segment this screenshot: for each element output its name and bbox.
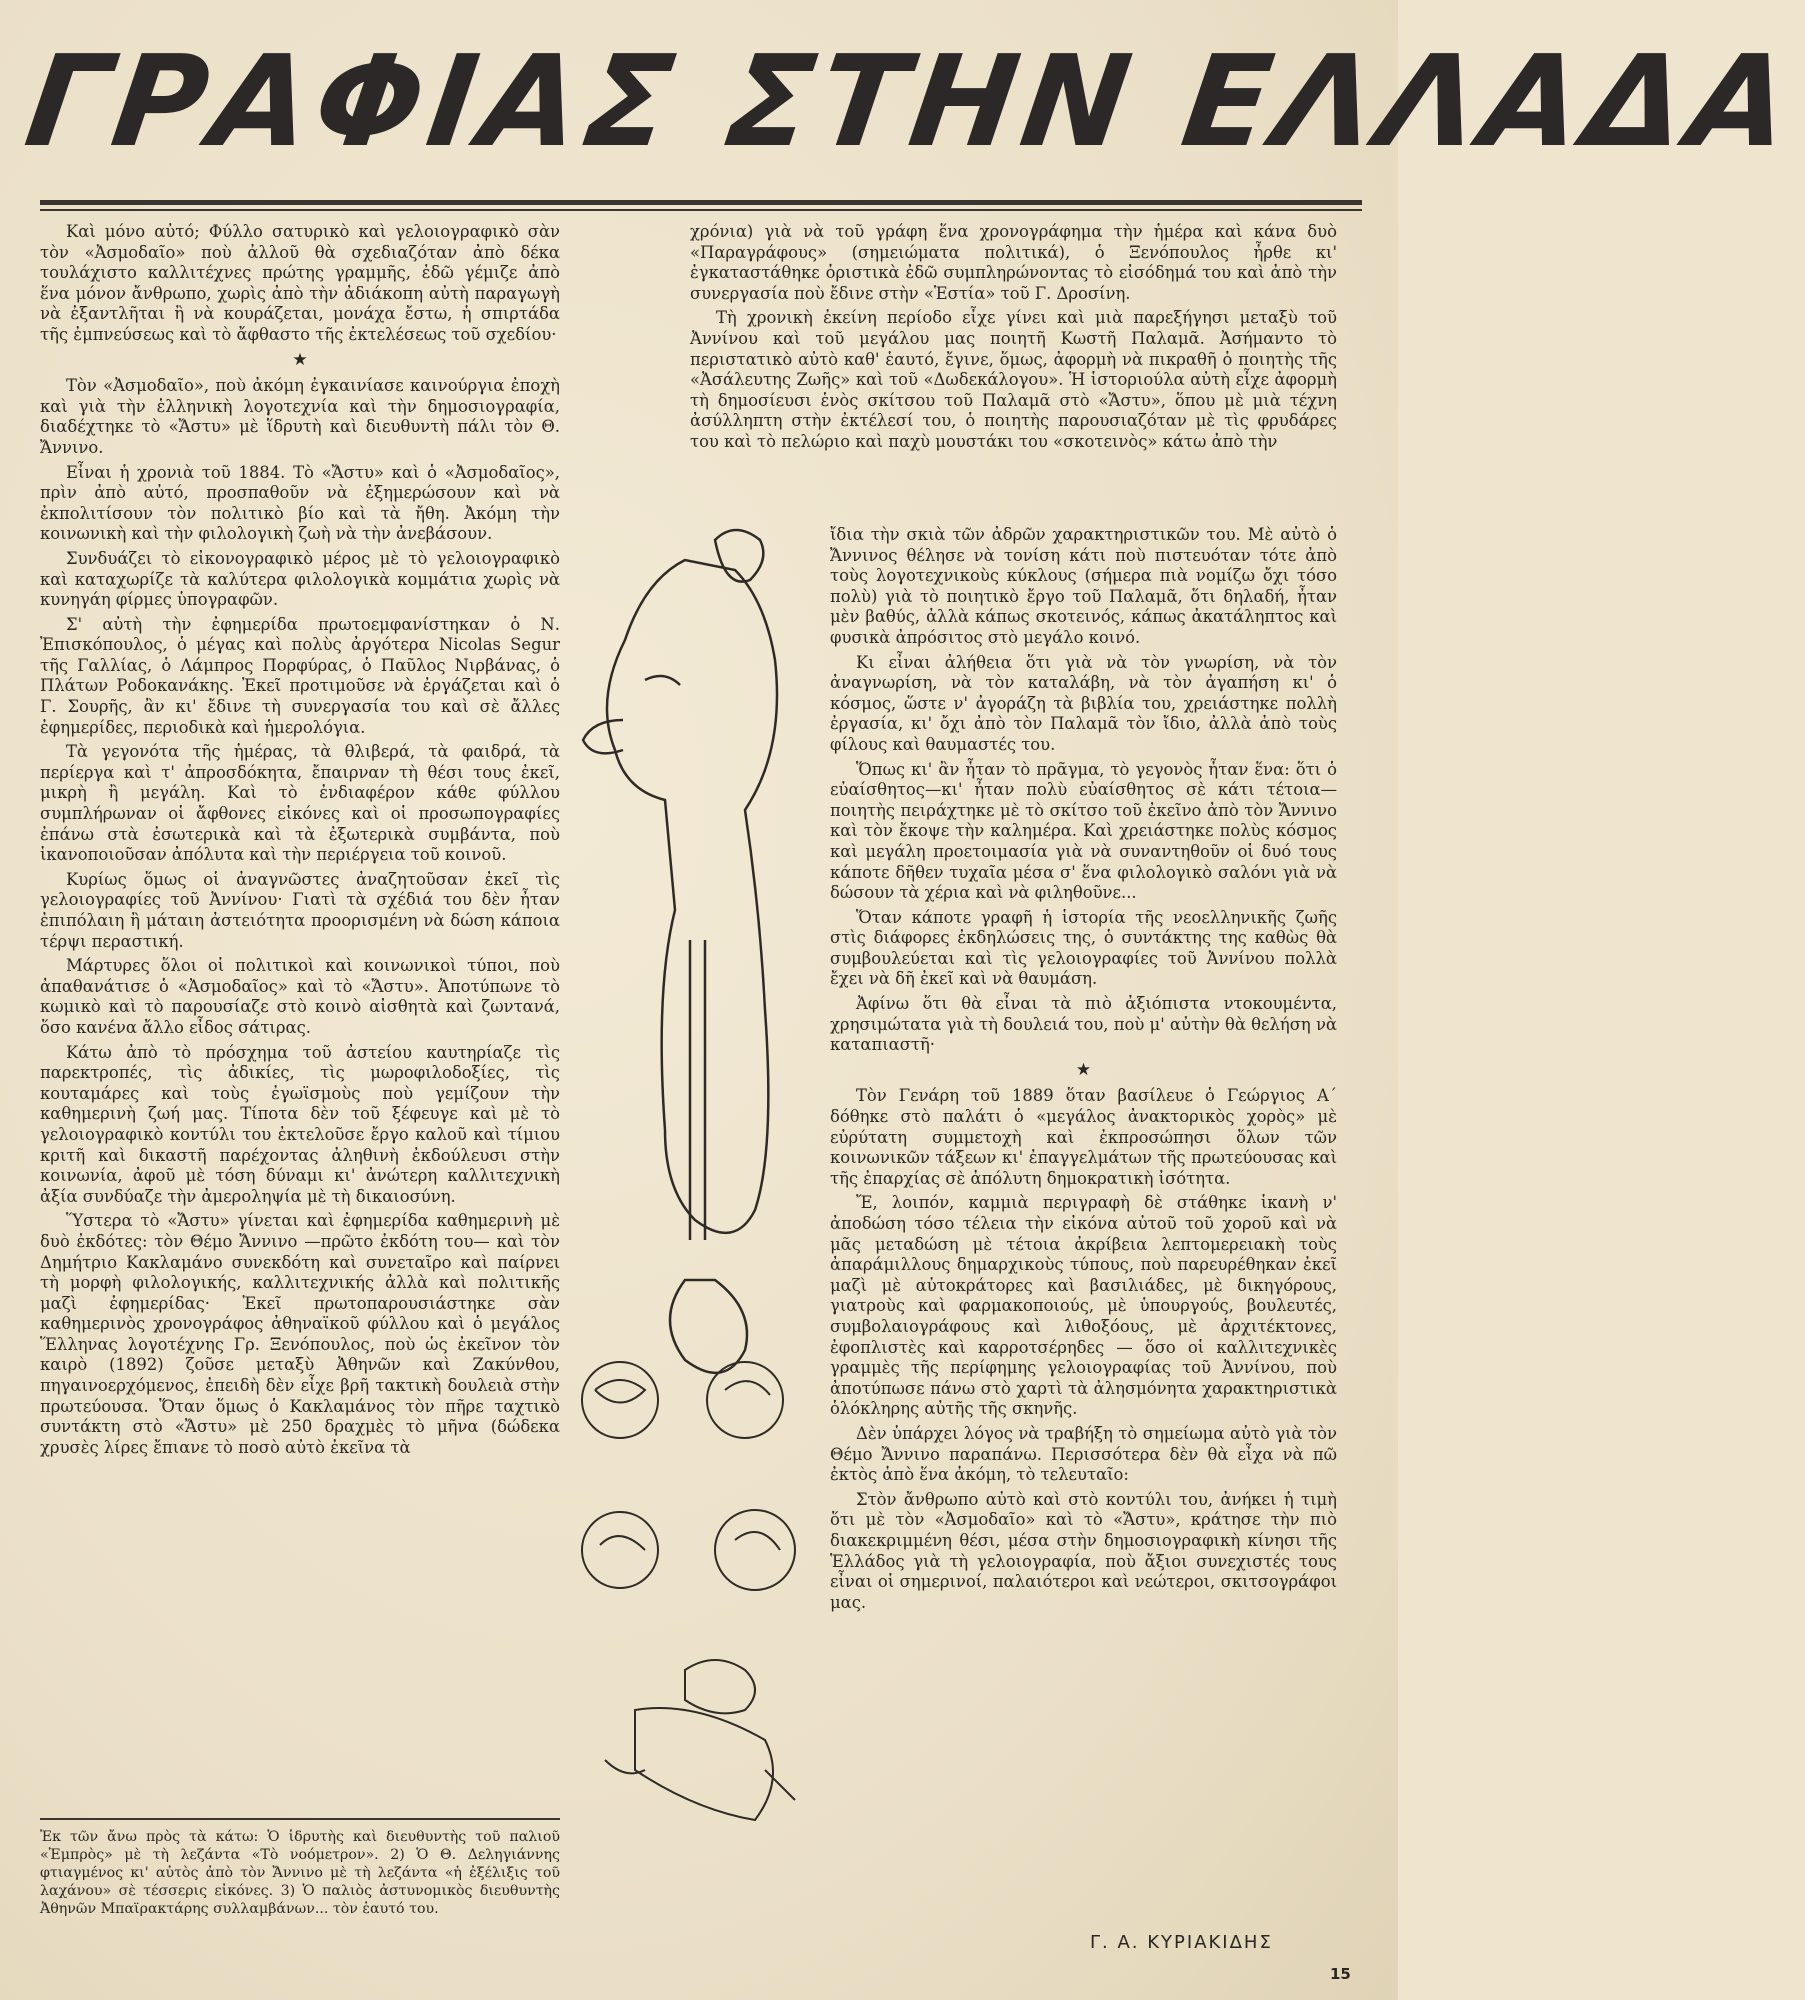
paragraph: χρόνια) γιὰ νὰ τοῦ γράφη ἕνα χρονογράφημα τὴν ἡμέρα καὶ κάνα δυὸ «Παραγράφους» (σημειώματα πολιτικά), ὁ Ξενόπουλος ἦρθε κι' ἐγκαταστάθηκε ὁριστικὰ ἐδῶ συμπληρώνοντας τὸ εἰσόδημά του καὶ ἀπὸ τὴν συνεργασία ποὺ ἔδινε στὴν «Ἑστία» τοῦ Γ. Δροσίνη. <box>690 222 1337 303</box>
paragraph: Ὅπως κι' ἂν ἦταν τὸ πρᾶγμα, τὸ γεγονὸς ἦταν ἕνα: ὅτι ὁ εὐαίσθητος—κι' ἦταν πολὺ εὐαίσθητος σὲ κάτι τέτοια—ποιητὴς πειράχτηκε μὲ τὸ σκίτσο τοῦ ἐκεῖνο ἀπὸ τὸν Ἄννινο καὶ τὸν ἔκοψε τὴν καλημέρα. Καὶ χρειάστηκε πολὺς κόσμος καὶ μεγάλη προετοιμασία γιὰ νὰ συναντηθοῦν οἱ δυό τους κάποτε δῆθεν τυχαῖα μέσα σ' ἕνα φιλολογικὸ σαλόνι γιὰ νὰ δώσουν τὰ χέρια καὶ νὰ φιληθοῦνε... <box>830 759 1337 903</box>
right-column-main <box>830 525 1337 1617</box>
paragraph: Καὶ μόνο αὐτό; Φύλλο σατυρικὸ καὶ γελοιογραφικὸ σὰν τὸν «Ἀσμοδαῖο» ποὺ ἀλλοῦ θὰ σχεδιαζόταν ἀπὸ δέκα τουλάχιστο καλλιτέχνες πρώτης γραμμῆς, ἐδῶ γέμιζε ἀπὸ ἕνα μόνον ἄνθρωπο, χωρὶς ἀπὸ τὴν ἀδιάκοπη αὐτὴ παραγωγὴ νὰ ἐξαντλῆται ἢ νὰ κουράζεται, μονάχα ἔστω, ἡ σπιρτάδα τῆς ἐμπνεύσεως καὶ τὸ ἄφθαστο τῆς ἐκτελέσεως τοῦ σχεδίου· <box>40 222 560 344</box>
separator-star: ★ <box>1075 1059 1092 1080</box>
right-column-top <box>690 222 1337 457</box>
paragraph: Σ' αὐτὴ τὴν ἐφημερίδα πρωτοεμφανίστηκαν ὁ Ν. Ἐπισκόπουλος, ὁ μέγας καὶ πολὺς ἀργότερα Nicolas Segur τῆς Γαλλίας, ὁ Λάμπρος Πορφύρας, ὁ Παῦλος Νιρβάνας, ὁ Πλάτων Ροδοκανάκης. Ἐκεῖ προτιμοῦσε νὰ ἐργάζεται καὶ ὁ Γ. Σουρῆς, ἂν κι' ἔδινε τὴ συνεργασία του καὶ σὲ ἄλλες ἐφημερίδες, περιοδικὰ καὶ ἡμερολόγια. <box>40 614 560 737</box>
headline-rule-thick <box>40 200 1362 205</box>
page-headline: ΓΡΑΦΙΑΣ ΣΤΗΝ ΕΛΛΑΔΑ <box>17 28 1805 175</box>
paragraph: ἴδια τὴν σκιὰ τῶν ἀδρῶν χαρακτηριστικῶν του. Μὲ αὐτὸ ὁ Ἄννινος θέλησε νὰ τονίση κάτι ποὺ πιστευόταν τότε ἀπὸ τοὺς λογοτεχνικοὺς κύκλους (σήμερα πιὰ νομίζω ὄχι τόσο πολὺ) γιὰ τὸ ποιητικὸ ἔργο τοῦ Παλαμᾶ, ὅτι δηλαδή, ἦταν μὲν βαθύς, ἀλλὰ κάπως σκοτεινός, κάπως ἀκατάληπτος καὶ φυσικὰ ἀπρόσιτος στὸ μεγάλο κοινό. <box>830 525 1337 647</box>
paragraph: Κάτω ἀπὸ τὸ πρόσχημα τοῦ ἀστείου καυτηρίαζε τὶς παρεκτροπές, τὶς ἀδικίες, τὶς μωροφιλοδοξίες, τὶς κουταμάρες καὶ τοὺς ἐγωϊσμοὺς ποὺ γεμίζουν τὴν καθημερινὴ ζωή μας. Τίποτα δὲν τοῦ ξέφευγε καὶ μὲ τὸ γελοιογραφικὸ κοντύλι του ἐκτελοῦσε ἔργο καλοῦ καὶ τίμιου κριτῆ καὶ δικαστῆ παρέχοντας ἀληθινὴ ἐκδούλευσι στὴν κοινωνία, ἀφοῦ μὲ τόση δύναμι κι' ἀνώτερη καλλιτεχνικὴ ἀξία συνδύαζε τὴν ἀμεροληψία μὲ τὴ δικαιοσύνη. <box>40 1042 560 1206</box>
paragraph: Στὸν ἄνθρωπο αὐτὸ καὶ στὸ κοντύλι του, ἀνήκει ἡ τιμὴ ὅτι μὲ τὸν «Ἀσμοδαῖο» καὶ τὸ «Ἄστυ», κράτησε τὴν πιὸ διακεκριμμένη θέσι, μέσα στὴν δημοσιογραφικὴ κίνησι τῆς Ἑλλάδος γιὰ τὴ γελοιογραφία, ποὺ ἄξιοι συνεχιστές τους εἶναι οἱ σημερινοί, παλαιότεροι καὶ νεώτεροι, σκιτσογράφοι μας. <box>830 1489 1337 1612</box>
separator-star: ★ <box>292 349 308 370</box>
cabbage-sketches <box>582 1362 795 1590</box>
paragraph: Ἀφίνω ὅτι θὰ εἶναι τὰ πιὸ ἀξιόπιστα ντοκουμέντα, χρησιμώτατα γιὰ τὴ δουλειά του, ποὺ μ' αὐτὴν θὰ θελήση νὰ καταπιαστῆ· <box>830 994 1337 1055</box>
paragraph: Κι εἶναι ἀλήθεια ὅτι γιὰ νὰ τὸν γνωρίση, νὰ τὸν ἀναγνωρίση, νὰ τὸν καταλάβη, νὰ τὸν ἀγαπήση κι' ὁ κόσμος, ὥστε ν' ἀγοράζη τὰ βιβλία του, χρειάστηκε πολλὴ ἐργασία, κι' ὄχι ἀπὸ τὸν Παλαμᾶ τὸν ἴδιο, ἀλλὰ ἀπὸ τοὺς φίλους καὶ θαυμαστές του. <box>830 652 1337 754</box>
illustration-caption: Ἐκ τῶν ἄνω πρὸς τὰ κάτω: Ὁ ἱδρυτὴς καὶ διευθυντὴς τοῦ παλιοῦ «Ἐμπρὸς» μὲ τὴ λεζάντα «Τὸ νοόμετρον». 2) Ὁ Θ. Δεληγιάννης φτιαγμένος κι' αὐτὸς ἀπὸ τὸν Ἄννινο μὲ τὴ λεζάντα «ἡ ἐξέλιξις τοῦ λαχάνου» σὲ τέσσερις εἰκόνες. 3) Ὁ παλιὸς ἀστυνομικὸς διευθυντὴς Ἀθηνῶν Μπαϊρακτάρης συλλαμβάνων... τὸν ἑαυτό του. <box>40 1829 560 1917</box>
paragraph: Τὴ χρονικὴ ἐκείνη περίοδο εἶχε γίνει καὶ μιὰ παρεξήγησι μεταξὺ τοῦ Ἀννίνου καὶ τοῦ μεγάλου μας ποιητῆ Κωστῆ Παλαμᾶ. Ἀσήμαντο τὸ περιστατικὸ αὐτὸ καθ' ἑαυτό, ἔγινε, ὅμως, ἀφορμὴ νὰ πικραθῆ ὁ ποιητὴς τῆς «Ἀσάλευτης Ζωῆς» καὶ τοῦ «Δωδεκάλογου». Ἡ ἱστοριούλα αὐτὴ εἶχε ἀφορμὴ τὴ δημοσίευσι ἑνὸς σκίτσου τοῦ Παλαμᾶ στὸ «Ἄστυ», ὅπου μὲ μιὰ τέχνη ἀσύλληπτη στὴν ἐκτέλεσί του, ὁ ποιητὴς παρουσιαζόταν μὲ τὶς φρυδάρες του καὶ τὸ πελώριο καὶ παχὺ μουστάκι του «σκοτεινὸς» κάτω ἀπὸ τὴν <box>690 308 1337 451</box>
policeman-caricature <box>605 1660 795 1820</box>
caption-rule <box>40 1818 560 1820</box>
paragraph: Εἶναι ἡ χρονιὰ τοῦ 1884. Τὸ «Ἄστυ» καὶ ὁ «Ἀσμοδαῖος», πρὶν ἀπὸ αὐτό, προσπαθοῦν νὰ ἐξημερώσουν καὶ νὰ ἐκπολιτίσουν τὸν πολιτικὸ βίο καὶ τὰ ἤθη. Ἀκόμη τὴν κοινωνικὴ καὶ τὴν φιλολογικὴ ζωὴ νὰ τὴν ἀνεβάσουν. <box>40 462 560 544</box>
paragraph: Ὅταν κάποτε γραφῆ ἡ ἱστορία τῆς νεοελληνικῆς ζωῆς στὶς διάφορες ἐκδηλώσεις της, ὁ συντάκτης της καθὼς θὰ συμβουλεύεται καὶ τὶς γελοιογραφίες τοῦ Ἀννίνου πολλὰ ἔχει νὰ δῆ ἐκεῖ καὶ νὰ θαυμάση. <box>830 907 1337 989</box>
paragraph: Ἔ, λοιπόν, καμμιὰ περιγραφὴ δὲ στάθηκε ἱκανὴ ν' ἀποδώση τόσο τέλεια τὴν εἰκόνα αὐτοῦ τοῦ χοροῦ καὶ νὰ μᾶς μεταδώση μὲ τέτοια ἀκρίβεια λεπτομερειακὴ τοὺς ἀπαράμιλλους δημαρχικοὺς τύπους, ποὺ παρευρέθηκαν ἐκεῖ μαζὶ μὲ αὐτοκράτορες καὶ βασιλιάδες, μὲ δικηγόρους, γιατροὺς καὶ φαρμακοποιούς, μὲ ὑπουργούς, βουλευτές, συμβολαιογράφους καὶ λιθοξόους, μὲ ἀρχιτέκτονες, ἐφοπλιστὲς καὶ καρροτσέρηδες — ὅσο οἱ καλλιτεχνικὲς γραμμὲς τῆς περίφημης γελοιογραφίας τοῦ Ἀννίνου, ποὺ ἀποτύπωσε πάνω στὸ χαρτὶ τὰ ἀλησμόνητα χαρακτηριστικὰ ὁλόκληρης αὐτῆς τῆς σκηνῆς. <box>830 1193 1337 1419</box>
paragraph: Κυρίως ὅμως οἱ ἀναγνῶστες ἀναζητοῦσαν ἐκεῖ τὶς γελοιογραφίες τοῦ Ἀννίνου· Γιατὶ τὰ σχέδιά του δὲν ἦταν ἐπιπόλαιη ἢ μάταιη ἀστειότητα προορισμένη νὰ δώση κάποια τέρψι περαστική. <box>40 869 560 951</box>
thermometer-caricature <box>583 530 777 1373</box>
author-byline: Γ. Α. ΚΥΡΙΑΚΙΔΗΣ <box>1090 1932 1273 1953</box>
paragraph: Τὰ γεγονότα τῆς ἡμέρας, τὰ θλιβερά, τὰ φαιδρά, τὰ περίεργα καὶ τ' ἀπροσδόκητα, ἔπαιρναν τὴ θέσι τους ἐκεῖ, μικρὴ ἢ μεγάλη. Καὶ τὸ ἐνδιαφέρον κάθε φύλλου συμπλήρωναν οἱ ἄφθονες εἰκόνες καὶ οἱ προσωπογραφίες ἐπάνω στὰ ἐσωτερικὰ καὶ τὰ ἐξωτερικὰ συμβάντα, ποὺ ἱκανοποιοῦσαν ἀπόλυτα καὶ τὴν περιέργεια τοῦ κοινοῦ. <box>40 742 560 865</box>
paragraph: Συνδυάζει τὸ εἰκονογραφικὸ μέρος μὲ τὸ γελοιογραφικὸ καὶ καταχωρίζε τὰ καλύτερα φιλολογικὰ κομμάτια χωρὶς νὰ κυνηγάη φίρμες ὑπογραφῶν. <box>40 548 560 610</box>
paragraph: Τὸν «Ἀσμοδαῖο», ποὺ ἀκόμη ἐγκαινίασε καινούργια ἐποχὴ καὶ γιὰ τὴν ἑλληνικὴ λογοτεχνία καὶ τὴν δημοσιογραφία, διαδέχτηκε τὸ «Ἄστυ» μὲ ἵδρυτὴ καὶ διευθυντὴ πάλι τὸν Θ. Ἄννινο. <box>40 376 560 457</box>
paragraph: Ὕστερα τὸ «Ἄστυ» γίνεται καὶ ἐφημερίδα καθημερινὴ μὲ δυὸ ἐκδότες: τὸν Θέμο Ἄννινο —πρῶτο ἐκδότη του— καὶ τὸν Δημήτριο Κακλαμάνο συνεκδότη καὶ συνεταῖρο καὶ παίρνει τὴ μορφὴ φιλολογικής, καλλιτεχνικής ἀλλὰ καὶ πολιτικῆς μαζὶ ἐφημερίδας· Ἐκεῖ πρωτοπαρουσιάστηκε σὰν καθημερινὸς χρονογράφος ἀθηναϊκοῦ φύλλου καὶ ὁ μεγάλος Ἕλληνας λογοτέχνης Γρ. Ξενόπουλος, ποὺ ὡς ἐκεῖνον τὸν καιρὸ (1892) ζοῦσε μεταξὺ Ἀθηνῶν καὶ Ζακύνθου, πηγαινοερχόμενος, ἐπειδὴ δὲν εἶχε βρῆ τακτικὴ δουλειὰ στὴν πρωτεύουσα. Ὅταν ὅμως ὁ Κακλαμάνος τὸν πῆρε ταχτικὸ συντάκτη στὸ «Ἄστυ» μὲ 250 δραχμὲς τὸ μῆνα (δώδεκα χρυσὲς λίρες ἔπιανε τὸ ποσὸ αὐτὸ ἐκεῖνα τὰ <box>40 1211 560 1457</box>
left-column <box>40 222 560 1462</box>
paragraph: Τὸν Γενάρη τοῦ 1889 ὅταν βασίλευε ὁ Γεώργιος Α΄ δόθηκε στὸ παλάτι ὁ «μεγάλος ἀνακτορικὸς χορὸς» μὲ εὐρύτατη συμμετοχὴ καὶ ἐκπροσώπησι ὅλων τῶν κοινωνικῶν τάξεων κι' ἐπαγγελμάτων τῆς πρωτεύουσας καὶ τῆς ἐπαρχίας σὲ ἀπόλυτη δημοκρατικὴ ἰσότητα. <box>830 1086 1337 1188</box>
headline-rule-thin <box>40 209 1362 211</box>
paragraph: Μάρτυρες ὅλοι οἱ πολιτικοὶ καὶ κοινωνικοὶ τύποι, ποὺ ἀπαθανάτισε ὁ «Ἀσμοδαῖος» καὶ τὸ «Ἄστυ». Ἀποτύπωνε τὸ κωμικὸ καὶ τὸ παρουσίαζε στὸ κοινὸ αἰσθητὰ καὶ ζωντανά, ὅσο κανένα ἄλλο εἶδος σάτιρας. <box>40 956 560 1037</box>
paragraph: Δὲν ὑπάρχει λόγος νὰ τραβήξη τὸ σημείωμα αὐτὸ γιὰ τὸν Θέμο Ἄννινο παραπάνω. Περισσότερα δὲν θὰ εἶχα νὰ πῶ ἐκτὸς ἀπὸ ἕνα ἀκόμη, τὸ τελευταῖο: <box>830 1423 1337 1485</box>
page-number: 15 <box>1330 1965 1351 1983</box>
caricature-illustrations <box>565 520 825 1820</box>
